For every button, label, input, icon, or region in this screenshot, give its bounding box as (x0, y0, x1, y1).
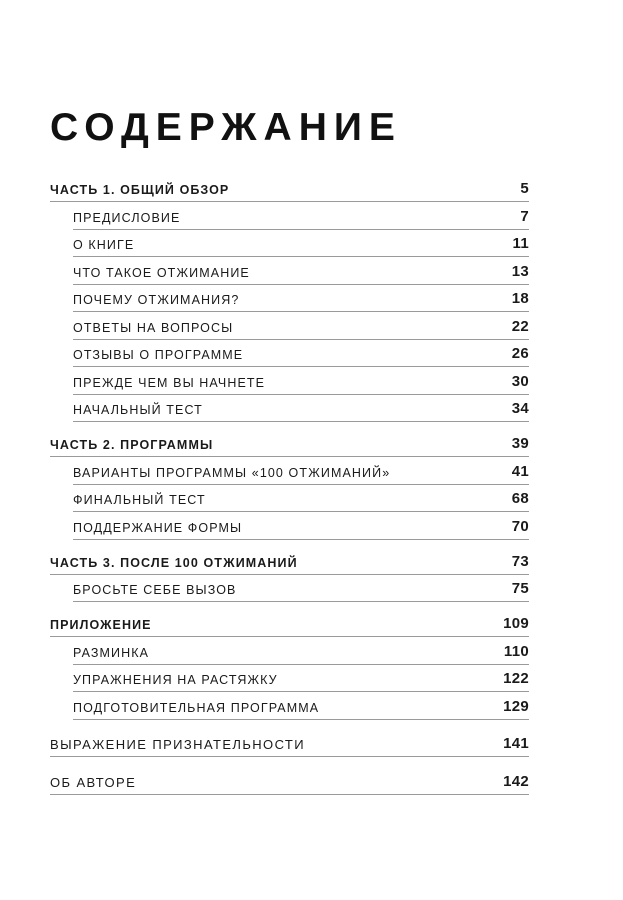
toc-page-number: 70 (511, 517, 529, 535)
toc-entry[interactable] (73, 340, 529, 368)
toc-page-number: 30 (511, 372, 529, 390)
toc-part-title: ЧАСТЬ 2. ПРОГРАММЫ (50, 438, 214, 452)
toc-page-number: 5 (520, 180, 529, 197)
toc-entry-title: НАЧАЛЬНЫЙ ТЕСТ (73, 403, 203, 417)
toc-part-title: ЧАСТЬ 3. ПОСЛЕ 100 ОТЖИМАНИЙ (50, 555, 298, 570)
toc-entry-title: ОБ АВТОРЕ (50, 774, 137, 790)
toc-acknowledgements[interactable] (50, 730, 529, 758)
toc-entry[interactable] (73, 367, 529, 395)
toc-page-number: 34 (511, 400, 529, 417)
toc-part-title: ПРИЛОЖЕНИЕ (50, 618, 152, 632)
toc-entry[interactable] (73, 575, 529, 603)
toc-entry[interactable] (73, 312, 529, 340)
toc-entry-title: УПРАЖНЕНИЯ НА РАСТЯЖКУ (73, 673, 278, 687)
toc-entry-title: ЧТО ТАКОЕ ОТЖИМАНИЕ (73, 265, 250, 280)
toc-entry[interactable] (73, 665, 529, 693)
page-title: СОДЕРЖАНИЕ (50, 106, 402, 149)
toc-page-number: 75 (511, 580, 529, 597)
toc-page-number: 26 (511, 345, 529, 362)
toc-entry[interactable] (73, 202, 529, 230)
toc-page-number: 109 (503, 615, 529, 632)
toc-part-1[interactable] (50, 175, 529, 202)
toc-entry-title: РАЗМИНКА (73, 645, 150, 660)
toc-entry-title: ПОДДЕРЖАНИЕ ФОРМЫ (73, 520, 243, 535)
toc-page-number: 142 (503, 772, 529, 790)
toc-entry[interactable] (73, 457, 529, 485)
toc-entry-title: ПРЕЖДЕ ЧЕМ ВЫ НАЧНЕТЕ (73, 375, 266, 390)
toc-entry-title: ПОДГОТОВИТЕЛЬНАЯ ПРОГРАММА (73, 700, 320, 715)
toc-entry[interactable] (73, 692, 529, 720)
toc-page-number: 129 (503, 697, 529, 715)
toc-about-author[interactable] (50, 767, 529, 795)
toc-entry[interactable] (73, 485, 529, 513)
toc-entry-title: ВАРИАНТЫ ПРОГРАММЫ «100 ОТЖИМАНИЙ» (73, 465, 391, 480)
toc-page-number: 18 (511, 290, 529, 307)
toc-page-number: 122 (503, 670, 529, 687)
toc-page-number: 11 (512, 235, 529, 252)
toc-page-number: 13 (511, 262, 529, 280)
toc-entry-title: ПОЧЕМУ ОТЖИМАНИЯ? (73, 293, 240, 307)
toc-entry[interactable] (73, 257, 529, 285)
table-of-contents (50, 175, 529, 795)
toc-entry-title: О КНИГЕ (73, 238, 135, 252)
toc-page-number: 22 (511, 317, 529, 335)
toc-page-number: 141 (503, 735, 529, 752)
toc-entry[interactable] (73, 637, 529, 665)
toc-page-number: 7 (520, 207, 529, 225)
toc-part-3[interactable] (50, 548, 529, 575)
toc-part-2[interactable] (50, 430, 529, 457)
toc-page-number: 110 (503, 642, 529, 660)
toc-entry-title: ВЫРАЖЕНИЕ ПРИЗНАТЕЛЬНОСТИ (50, 737, 306, 752)
toc-entry-title: ОТВЕТЫ НА ВОПРОСЫ (73, 320, 234, 335)
toc-entry[interactable] (73, 285, 529, 313)
toc-page-number: 39 (511, 435, 529, 452)
toc-part-title: ЧАСТЬ 1. ОБЩИЙ ОБЗОР (50, 183, 230, 197)
toc-page-number: 41 (511, 462, 529, 480)
toc-entry[interactable] (73, 512, 529, 540)
toc-entry-title: ПРЕДИСЛОВИЕ (73, 210, 181, 225)
toc-entry-title: ФИНАЛЬНЫЙ ТЕСТ (73, 493, 206, 507)
toc-page-number: 73 (511, 552, 529, 570)
toc-entry[interactable] (73, 230, 529, 258)
toc-entry[interactable] (73, 395, 529, 423)
toc-page-number: 68 (511, 490, 529, 507)
toc-entry-title: ОТЗЫВЫ О ПРОГРАММЕ (73, 348, 244, 362)
toc-entry-title: БРОСЬТЕ СЕБЕ ВЫЗОВ (73, 583, 237, 597)
toc-appendix[interactable] (50, 610, 529, 637)
